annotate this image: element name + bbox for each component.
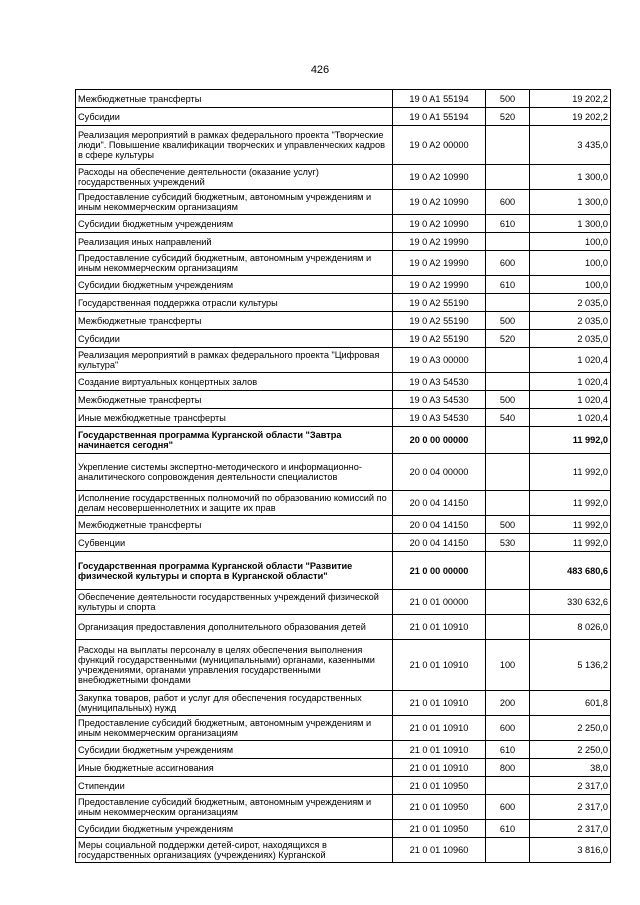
row-code-cell: 21 0 01 10910: [393, 759, 486, 777]
row-type-cell: [486, 126, 530, 165]
row-name-cell: Субвенции: [76, 534, 393, 552]
row-amount-cell: 11 992,0: [530, 454, 611, 491]
row-name-cell: Исполнение государственных полномочий по образованию комиссий по делам несовершеннолетних и защите их прав: [76, 491, 393, 516]
row-amount-cell: 11 992,0: [530, 516, 611, 534]
row-name-cell: Иные межбюджетные трансферты: [76, 409, 393, 427]
row-type-cell: [486, 348, 530, 373]
table-row: [76, 391, 611, 409]
row-type-cell: 500: [486, 90, 530, 108]
budget-table-body: [76, 90, 611, 863]
table-row: [76, 534, 611, 552]
row-amount-cell: 601,8: [530, 691, 611, 716]
row-amount-cell: 11 992,0: [530, 491, 611, 516]
row-name-cell: Предоставление субсидий бюджетным, автономным учреждениям и иным некоммерческим организациям: [76, 716, 393, 741]
row-code-cell: 21 0 01 10910: [393, 640, 486, 691]
table-row: [76, 590, 611, 615]
table-row: [76, 516, 611, 534]
row-type-cell: 540: [486, 409, 530, 427]
row-amount-cell: 3 435,0: [530, 126, 611, 165]
row-type-cell: 520: [486, 330, 530, 348]
row-code-cell: 19 0 A1 55194: [393, 90, 486, 108]
row-code-cell: 20 0 00 00000: [393, 427, 486, 454]
row-code-cell: 21 0 01 10910: [393, 716, 486, 741]
row-amount-cell: 11 992,0: [530, 427, 611, 454]
table-row: [76, 165, 611, 190]
row-type-cell: 600: [486, 716, 530, 741]
row-name-cell: Создание виртуальных концертных залов: [76, 373, 393, 391]
row-code-cell: 21 0 00 00000: [393, 552, 486, 590]
row-code-cell: 19 0 A2 19990: [393, 233, 486, 251]
table-row: [76, 90, 611, 108]
row-name-cell: Закупка товаров, работ и услуг для обеспечения государственных (муниципальных) нужд: [76, 691, 393, 716]
row-amount-cell: 2 317,0: [530, 820, 611, 838]
row-type-cell: 610: [486, 276, 530, 294]
row-type-cell: [486, 427, 530, 454]
row-amount-cell: 2 035,0: [530, 330, 611, 348]
row-code-cell: 21 0 01 10960: [393, 838, 486, 863]
row-name-cell: Организация предоставления дополнительного образования детей: [76, 615, 393, 640]
row-type-cell: 530: [486, 534, 530, 552]
row-amount-cell: 8 026,0: [530, 615, 611, 640]
row-code-cell: 19 0 A2 10990: [393, 190, 486, 215]
row-code-cell: 21 0 01 10950: [393, 795, 486, 820]
row-name-cell: Реализация мероприятий в рамках федерального проекта "Творческие люди". Повышение квалификации творческих и управленческих кадров в сфере культуры: [76, 126, 393, 165]
row-code-cell: 19 0 A2 55190: [393, 312, 486, 330]
table-row: [76, 126, 611, 165]
table-row: [76, 294, 611, 312]
row-type-cell: [486, 165, 530, 190]
row-type-cell: 610: [486, 820, 530, 838]
table-row: [76, 215, 611, 233]
row-amount-cell: 2 250,0: [530, 741, 611, 759]
row-name-cell: Субсидии бюджетным учреждениям: [76, 820, 393, 838]
row-amount-cell: 100,0: [530, 276, 611, 294]
table-row: [76, 108, 611, 126]
row-code-cell: 21 0 01 10950: [393, 777, 486, 795]
row-type-cell: [486, 777, 530, 795]
page-number: 426: [310, 64, 330, 76]
row-amount-cell: 1 300,0: [530, 165, 611, 190]
row-code-cell: 20 0 04 14150: [393, 491, 486, 516]
row-amount-cell: 1 020,4: [530, 348, 611, 373]
row-code-cell: 19 0 A2 55190: [393, 330, 486, 348]
row-amount-cell: 19 202,2: [530, 108, 611, 126]
table-row: [76, 190, 611, 215]
row-type-cell: [486, 552, 530, 590]
row-amount-cell: 100,0: [530, 233, 611, 251]
table-row: [76, 820, 611, 838]
row-code-cell: 19 0 A3 00000: [393, 348, 486, 373]
row-type-cell: 600: [486, 190, 530, 215]
table-row: [76, 491, 611, 516]
row-code-cell: 21 0 01 10950: [393, 820, 486, 838]
table-row: [76, 716, 611, 741]
table-row: [76, 640, 611, 691]
row-code-cell: 19 0 A1 55194: [393, 108, 486, 126]
row-name-cell: Субсидии бюджетным учреждениям: [76, 276, 393, 294]
table-row: [76, 373, 611, 391]
row-type-cell: 500: [486, 312, 530, 330]
row-code-cell: 20 0 04 00000: [393, 454, 486, 491]
row-name-cell: Иные бюджетные ассигнования: [76, 759, 393, 777]
row-type-cell: 200: [486, 691, 530, 716]
table-row: [76, 691, 611, 716]
row-code-cell: 20 0 04 14150: [393, 534, 486, 552]
row-amount-cell: 2 035,0: [530, 294, 611, 312]
row-code-cell: 21 0 01 10910: [393, 691, 486, 716]
row-name-cell: Субсидии: [76, 330, 393, 348]
row-type-cell: [486, 615, 530, 640]
row-name-cell: Государственная поддержка отрасли культуры: [76, 294, 393, 312]
row-amount-cell: 3 816,0: [530, 838, 611, 863]
row-name-cell: Расходы на обеспечение деятельности (оказание услуг) государственных учреждений: [76, 165, 393, 190]
row-code-cell: 20 0 04 14150: [393, 516, 486, 534]
row-name-cell: Государственная программа Курганской области "Развитие физической культуры и спорта в Курганской области": [76, 552, 393, 590]
row-amount-cell: 2 317,0: [530, 795, 611, 820]
table-row: [76, 251, 611, 276]
table-row: [76, 348, 611, 373]
row-type-cell: 500: [486, 391, 530, 409]
row-amount-cell: 38,0: [530, 759, 611, 777]
row-amount-cell: 1 020,4: [530, 409, 611, 427]
row-amount-cell: 1 020,4: [530, 391, 611, 409]
row-name-cell: Субсидии бюджетным учреждениям: [76, 741, 393, 759]
row-type-cell: 100: [486, 640, 530, 691]
row-name-cell: Стипендии: [76, 777, 393, 795]
row-code-cell: 19 0 A2 55190: [393, 294, 486, 312]
table-row: [76, 427, 611, 454]
row-amount-cell: 2 317,0: [530, 777, 611, 795]
row-code-cell: 19 0 A3 54530: [393, 373, 486, 391]
row-type-cell: [486, 838, 530, 863]
table-row: [76, 795, 611, 820]
table-row: [76, 409, 611, 427]
row-amount-cell: 19 202,2: [530, 90, 611, 108]
row-type-cell: [486, 294, 530, 312]
budget-table: [75, 89, 611, 863]
row-code-cell: 19 0 A2 19990: [393, 276, 486, 294]
row-name-cell: Субсидии бюджетным учреждениям: [76, 215, 393, 233]
table-row: [76, 777, 611, 795]
row-name-cell: Меры социальной поддержки детей-сирот, находящихся в государственных организациях (учреждениях) Курганской: [76, 838, 393, 863]
row-code-cell: 19 0 A3 54530: [393, 409, 486, 427]
row-type-cell: 610: [486, 215, 530, 233]
row-type-cell: 800: [486, 759, 530, 777]
row-amount-cell: 2 250,0: [530, 716, 611, 741]
row-name-cell: Предоставление субсидий бюджетным, автономным учреждениям и иным некоммерческим организациям: [76, 251, 393, 276]
row-type-cell: [486, 373, 530, 391]
row-code-cell: 21 0 01 10910: [393, 741, 486, 759]
row-amount-cell: 1 300,0: [530, 190, 611, 215]
row-type-cell: 600: [486, 251, 530, 276]
row-type-cell: [486, 454, 530, 491]
row-amount-cell: 100,0: [530, 251, 611, 276]
row-amount-cell: 2 035,0: [530, 312, 611, 330]
row-type-cell: 520: [486, 108, 530, 126]
table-row: [76, 454, 611, 491]
row-code-cell: 19 0 A2 00000: [393, 126, 486, 165]
row-name-cell: Укрепление системы экспертно-методического и информационно-аналитического сопровождения деятельности специалистов: [76, 454, 393, 491]
row-amount-cell: 1 300,0: [530, 215, 611, 233]
row-name-cell: Субсидии: [76, 108, 393, 126]
row-code-cell: 19 0 A3 54530: [393, 391, 486, 409]
row-name-cell: Межбюджетные трансферты: [76, 90, 393, 108]
row-name-cell: Предоставление субсидий бюджетным, автономным учреждениям и иным некоммерческим организациям: [76, 190, 393, 215]
row-code-cell: 19 0 A2 10990: [393, 165, 486, 190]
row-name-cell: Государственная программа Курганской области "Завтра начинается сегодня": [76, 427, 393, 454]
table-row: [76, 312, 611, 330]
row-name-cell: Межбюджетные трансферты: [76, 516, 393, 534]
table-row: [76, 330, 611, 348]
table-row: [76, 838, 611, 863]
row-name-cell: Реализация мероприятий в рамках федерального проекта "Цифровая культура": [76, 348, 393, 373]
row-type-cell: [486, 233, 530, 251]
row-amount-cell: 1 020,4: [530, 373, 611, 391]
row-type-cell: 600: [486, 795, 530, 820]
row-code-cell: 19 0 A2 19990: [393, 251, 486, 276]
row-code-cell: 19 0 A2 10990: [393, 215, 486, 233]
row-type-cell: [486, 491, 530, 516]
row-amount-cell: 330 632,6: [530, 590, 611, 615]
row-code-cell: 21 0 01 00000: [393, 590, 486, 615]
row-name-cell: Реализация иных направлений: [76, 233, 393, 251]
row-code-cell: 21 0 01 10910: [393, 615, 486, 640]
row-amount-cell: 5 136,2: [530, 640, 611, 691]
table-row: [76, 759, 611, 777]
row-type-cell: 500: [486, 516, 530, 534]
table-row: [76, 233, 611, 251]
row-name-cell: Межбюджетные трансферты: [76, 312, 393, 330]
row-name-cell: Предоставление субсидий бюджетным, автономным учреждениям и иным некоммерческим организациям: [76, 795, 393, 820]
row-amount-cell: 11 992,0: [530, 534, 611, 552]
row-name-cell: Обеспечение деятельности государственных учреждений физической культуры и спорта: [76, 590, 393, 615]
row-amount-cell: 483 680,6: [530, 552, 611, 590]
row-name-cell: Межбюджетные трансферты: [76, 391, 393, 409]
row-type-cell: 610: [486, 741, 530, 759]
row-name-cell: Расходы на выплаты персоналу в целях обеспечения выполнения функций государственными (муниципальными) органами, казенными учреждениями, органами управления государственными внебюджетными фондами: [76, 640, 393, 691]
table-row: [76, 615, 611, 640]
table-row: [76, 552, 611, 590]
row-type-cell: [486, 590, 530, 615]
table-row: [76, 741, 611, 759]
table-row: [76, 276, 611, 294]
